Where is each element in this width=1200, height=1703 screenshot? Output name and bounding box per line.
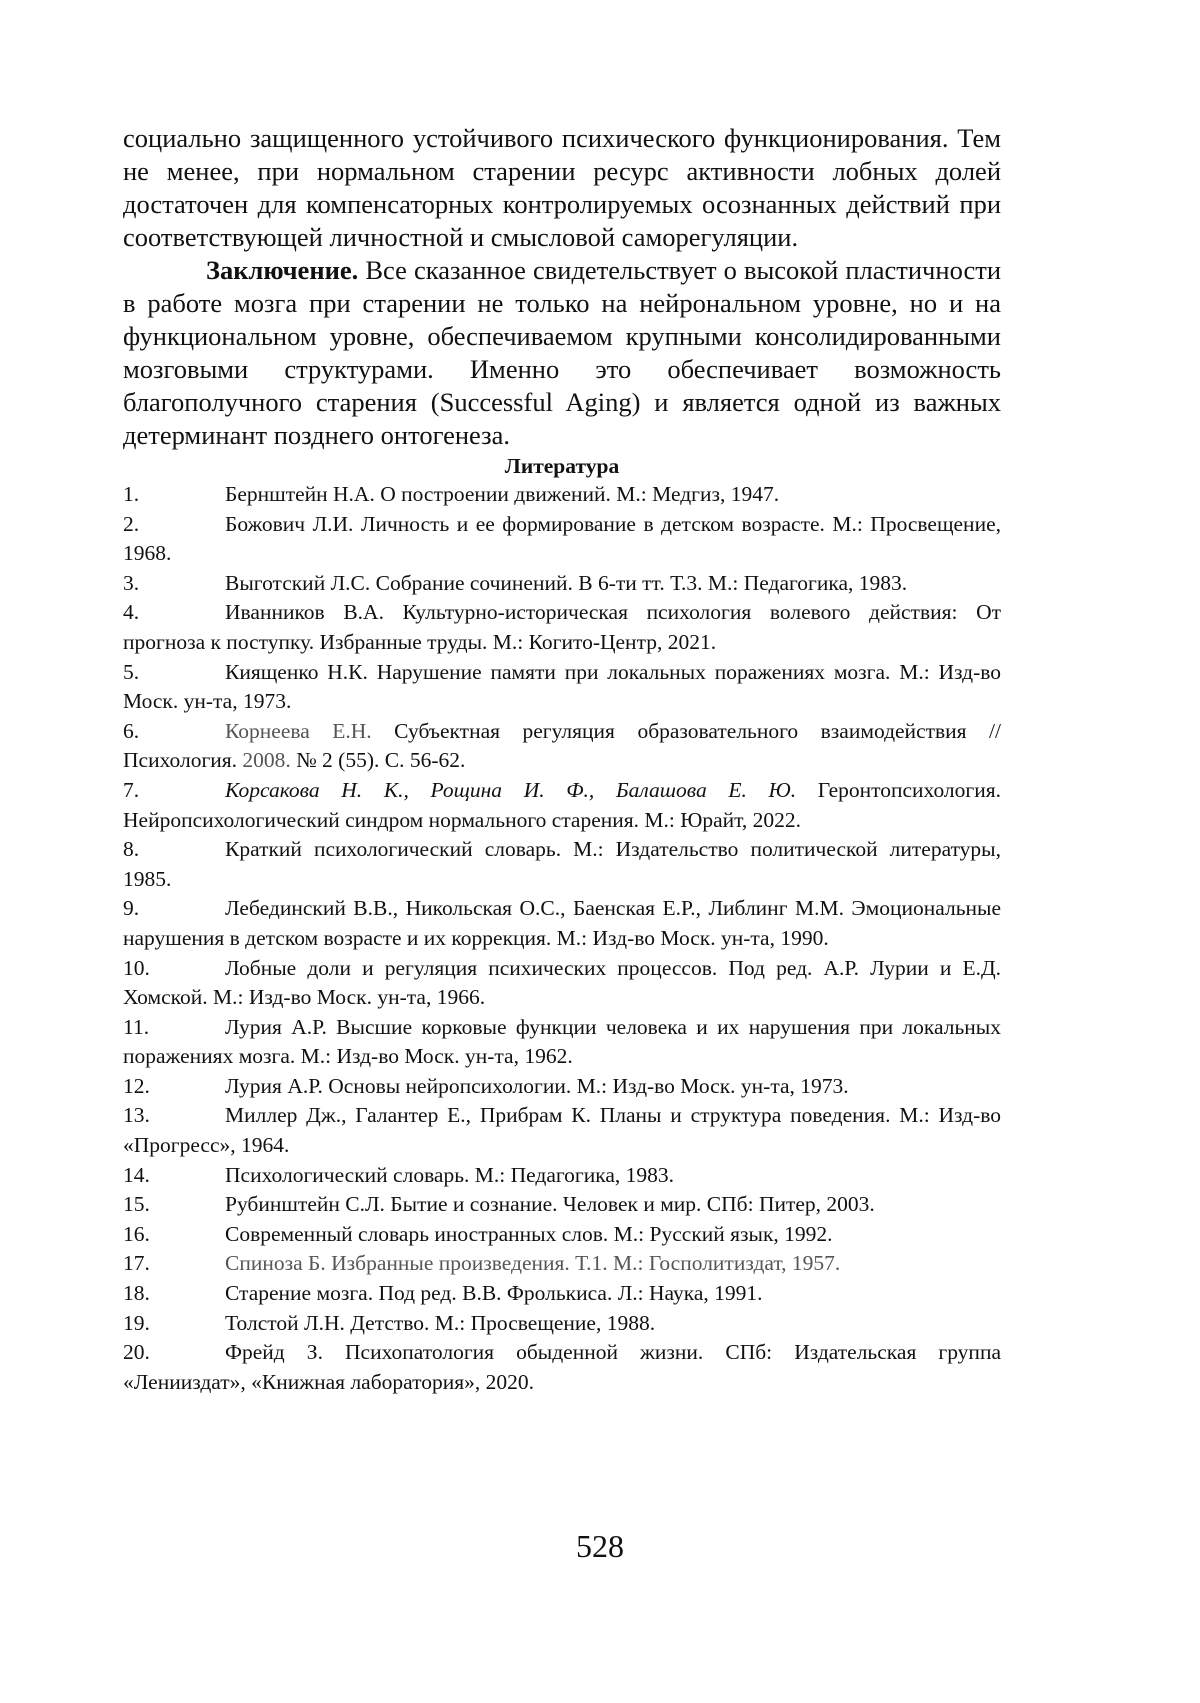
- reference-item: [123, 1190, 1001, 1220]
- reference-year: 2008.: [242, 748, 291, 773]
- reference-item: [123, 658, 1001, 717]
- reference-text: Геронтопсихология. Нейропсихологический синдром нормального старения. М.: Юрайт, 2022.: [123, 777, 1001, 832]
- reference-text: Лебединский В.В., Никольская О.С., Баенская Е.Р., Либлинг М.М. Эмоциональные нарушения в детском возрасте и их коррекция. М.: Изд-во Моск. ун-та, 1990.: [123, 896, 1001, 950]
- reference-item: [123, 1309, 1001, 1339]
- references-heading: Литература: [504, 454, 620, 478]
- reference-number: 15.: [123, 1192, 150, 1217]
- reference-tail: № 2 (55). С. 56-62.: [290, 748, 466, 773]
- reference-number: 11.: [123, 1014, 150, 1039]
- reference-item: [123, 954, 1001, 1013]
- reference-item: [123, 1013, 1001, 1072]
- conclusion-paragraph: [123, 254, 1001, 452]
- reference-item: [123, 510, 1001, 569]
- reference-item: [123, 1338, 1001, 1397]
- reference-text: Миллер Дж., Галантер Е., Прибрам К. Планы и структура поведения. М.: Изд-во «Прогресс», 1964.: [123, 1103, 1001, 1158]
- reference-item: [123, 1249, 1001, 1279]
- reference-text: Субъектная регуляция образовательного взаимодействия // Психология.: [123, 718, 1001, 773]
- reference-number: 7.: [123, 777, 140, 802]
- reference-text: Краткий психологический словарь. М.: Издательство политической литературы, 1985.: [123, 837, 1001, 891]
- reference-number: 14.: [123, 1162, 150, 1187]
- reference-text: Спиноза Б. Избранные произведения. Т.1. М.: Госполитиздат, 1957.: [225, 1251, 841, 1276]
- reference-text: Толстой Л.Н. Детство. М.: Просвещение, 1988.: [225, 1310, 656, 1335]
- reference-text: Фрейд З. Психопатология обыденной жизни. СПб: Издательская группа «Ленииздат», «Книжная лаборатория», 2020.: [123, 1340, 1001, 1394]
- reference-item: [123, 1072, 1001, 1102]
- reference-item: [123, 1101, 1001, 1160]
- conclusion-lead: Заключение.: [206, 255, 359, 285]
- reference-number: 13.: [123, 1103, 150, 1128]
- reference-item: [123, 894, 1001, 953]
- reference-number: 4.: [123, 600, 140, 625]
- reference-item: [123, 717, 1001, 776]
- page-number: 528: [576, 1528, 624, 1564]
- reference-author: Корсакова Н. К., Рощина И. Ф., Балашова Е. Ю.: [225, 777, 797, 802]
- reference-number: 18.: [123, 1281, 150, 1306]
- reference-number: 8.: [123, 837, 140, 862]
- reference-text: Выготский Л.С. Собрание сочинений. В 6-ти тт. Т.3. М.: Педагогика, 1983.: [225, 570, 908, 595]
- reference-text: Психологический словарь. М.: Педагогика, 1983.: [225, 1162, 675, 1187]
- reference-item: [123, 480, 1001, 510]
- reference-item: [123, 1161, 1001, 1191]
- reference-text: Лурия А.Р. Основы нейропсихологии. М.: Изд-во Моск. ун-та, 1973.: [225, 1073, 849, 1098]
- reference-number: 20.: [123, 1340, 150, 1365]
- reference-number: 6.: [123, 718, 140, 743]
- body-paragraph-1: социально защищенного устойчивого психического функционирования. Тем не менее, при нормальном старении ресурс активности лобных долей достаточен для компенсаторных контролируемых осознанных действий при соответствующей личностной и смысловой саморегуляции.: [123, 123, 1001, 252]
- reference-text: Лурия А.Р. Высшие корковые функции человека и их нарушения при локальных поражениях мозга. М.: Изд-во Моск. ун-та, 1962.: [123, 1014, 1001, 1069]
- reference-number: 17.: [123, 1251, 150, 1276]
- reference-number: 12.: [123, 1073, 150, 1098]
- reference-text: Иванников В.А. Культурно-историческая психология волевого действия: От прогноза к поступку. Избранные труды. М.: Когито-Центр, 2021.: [123, 600, 1001, 654]
- reference-item: [123, 598, 1001, 657]
- reference-number: 2.: [123, 511, 140, 536]
- reference-item: [123, 835, 1001, 894]
- reference-text: Рубинштейн С.Л. Бытие и сознание. Человек и мир. СПб: Питер, 2003.: [225, 1192, 875, 1217]
- reference-number: 16.: [123, 1221, 150, 1246]
- reference-text: Старение мозга. Под ред. В.В. Фролькиса. Л.: Наука, 1991.: [225, 1281, 763, 1306]
- reference-text: Киященко Н.К. Нарушение памяти при локальных поражениях мозга. М.: Изд-во Моск. ун-та, 1973.: [123, 659, 1001, 714]
- reference-text: Современный словарь иностранных слов. М.: Русский язык, 1992.: [225, 1221, 833, 1246]
- conclusion-text: Все сказанное свидетельствует о высокой пластичности в работе мозга при старении не только на нейрональном уровне, но и на функциональном уровне, обеспечиваемом крупными консолидированными мозговыми структурами. Именно это обеспечивает возможность благополучного старения (Successful Aging) и является одной из важных детерминант позднего онтогенеза.: [123, 255, 1001, 450]
- reference-number: 10.: [123, 955, 150, 980]
- reference-number: 1.: [123, 482, 140, 506]
- page-content: [123, 122, 1001, 1397]
- reference-text: Божович Л.И. Личность и ее формирование в детском возрасте. М.: Просвещение, 1968.: [123, 511, 1001, 566]
- reference-number: 19.: [123, 1310, 150, 1335]
- reference-number: 9.: [123, 896, 140, 921]
- reference-item: [123, 776, 1001, 835]
- reference-text: Лобные доли и регуляция психических процессов. Под ред. А.Р. Лурии и Е.Д. Хомской. М.: Изд-во Моск. ун-та, 1966.: [123, 955, 1001, 1010]
- reference-text: Бернштейн Н.А. О построении движений. М.: Медгиз, 1947.: [225, 482, 780, 506]
- reference-item: [123, 1279, 1001, 1309]
- reference-number: 5.: [123, 659, 140, 684]
- references-list: [123, 480, 1001, 1397]
- reference-item: [123, 1220, 1001, 1250]
- reference-number: 3.: [123, 570, 140, 595]
- reference-item: [123, 569, 1001, 599]
- reference-author: Корнеева Е.Н.: [225, 718, 372, 743]
